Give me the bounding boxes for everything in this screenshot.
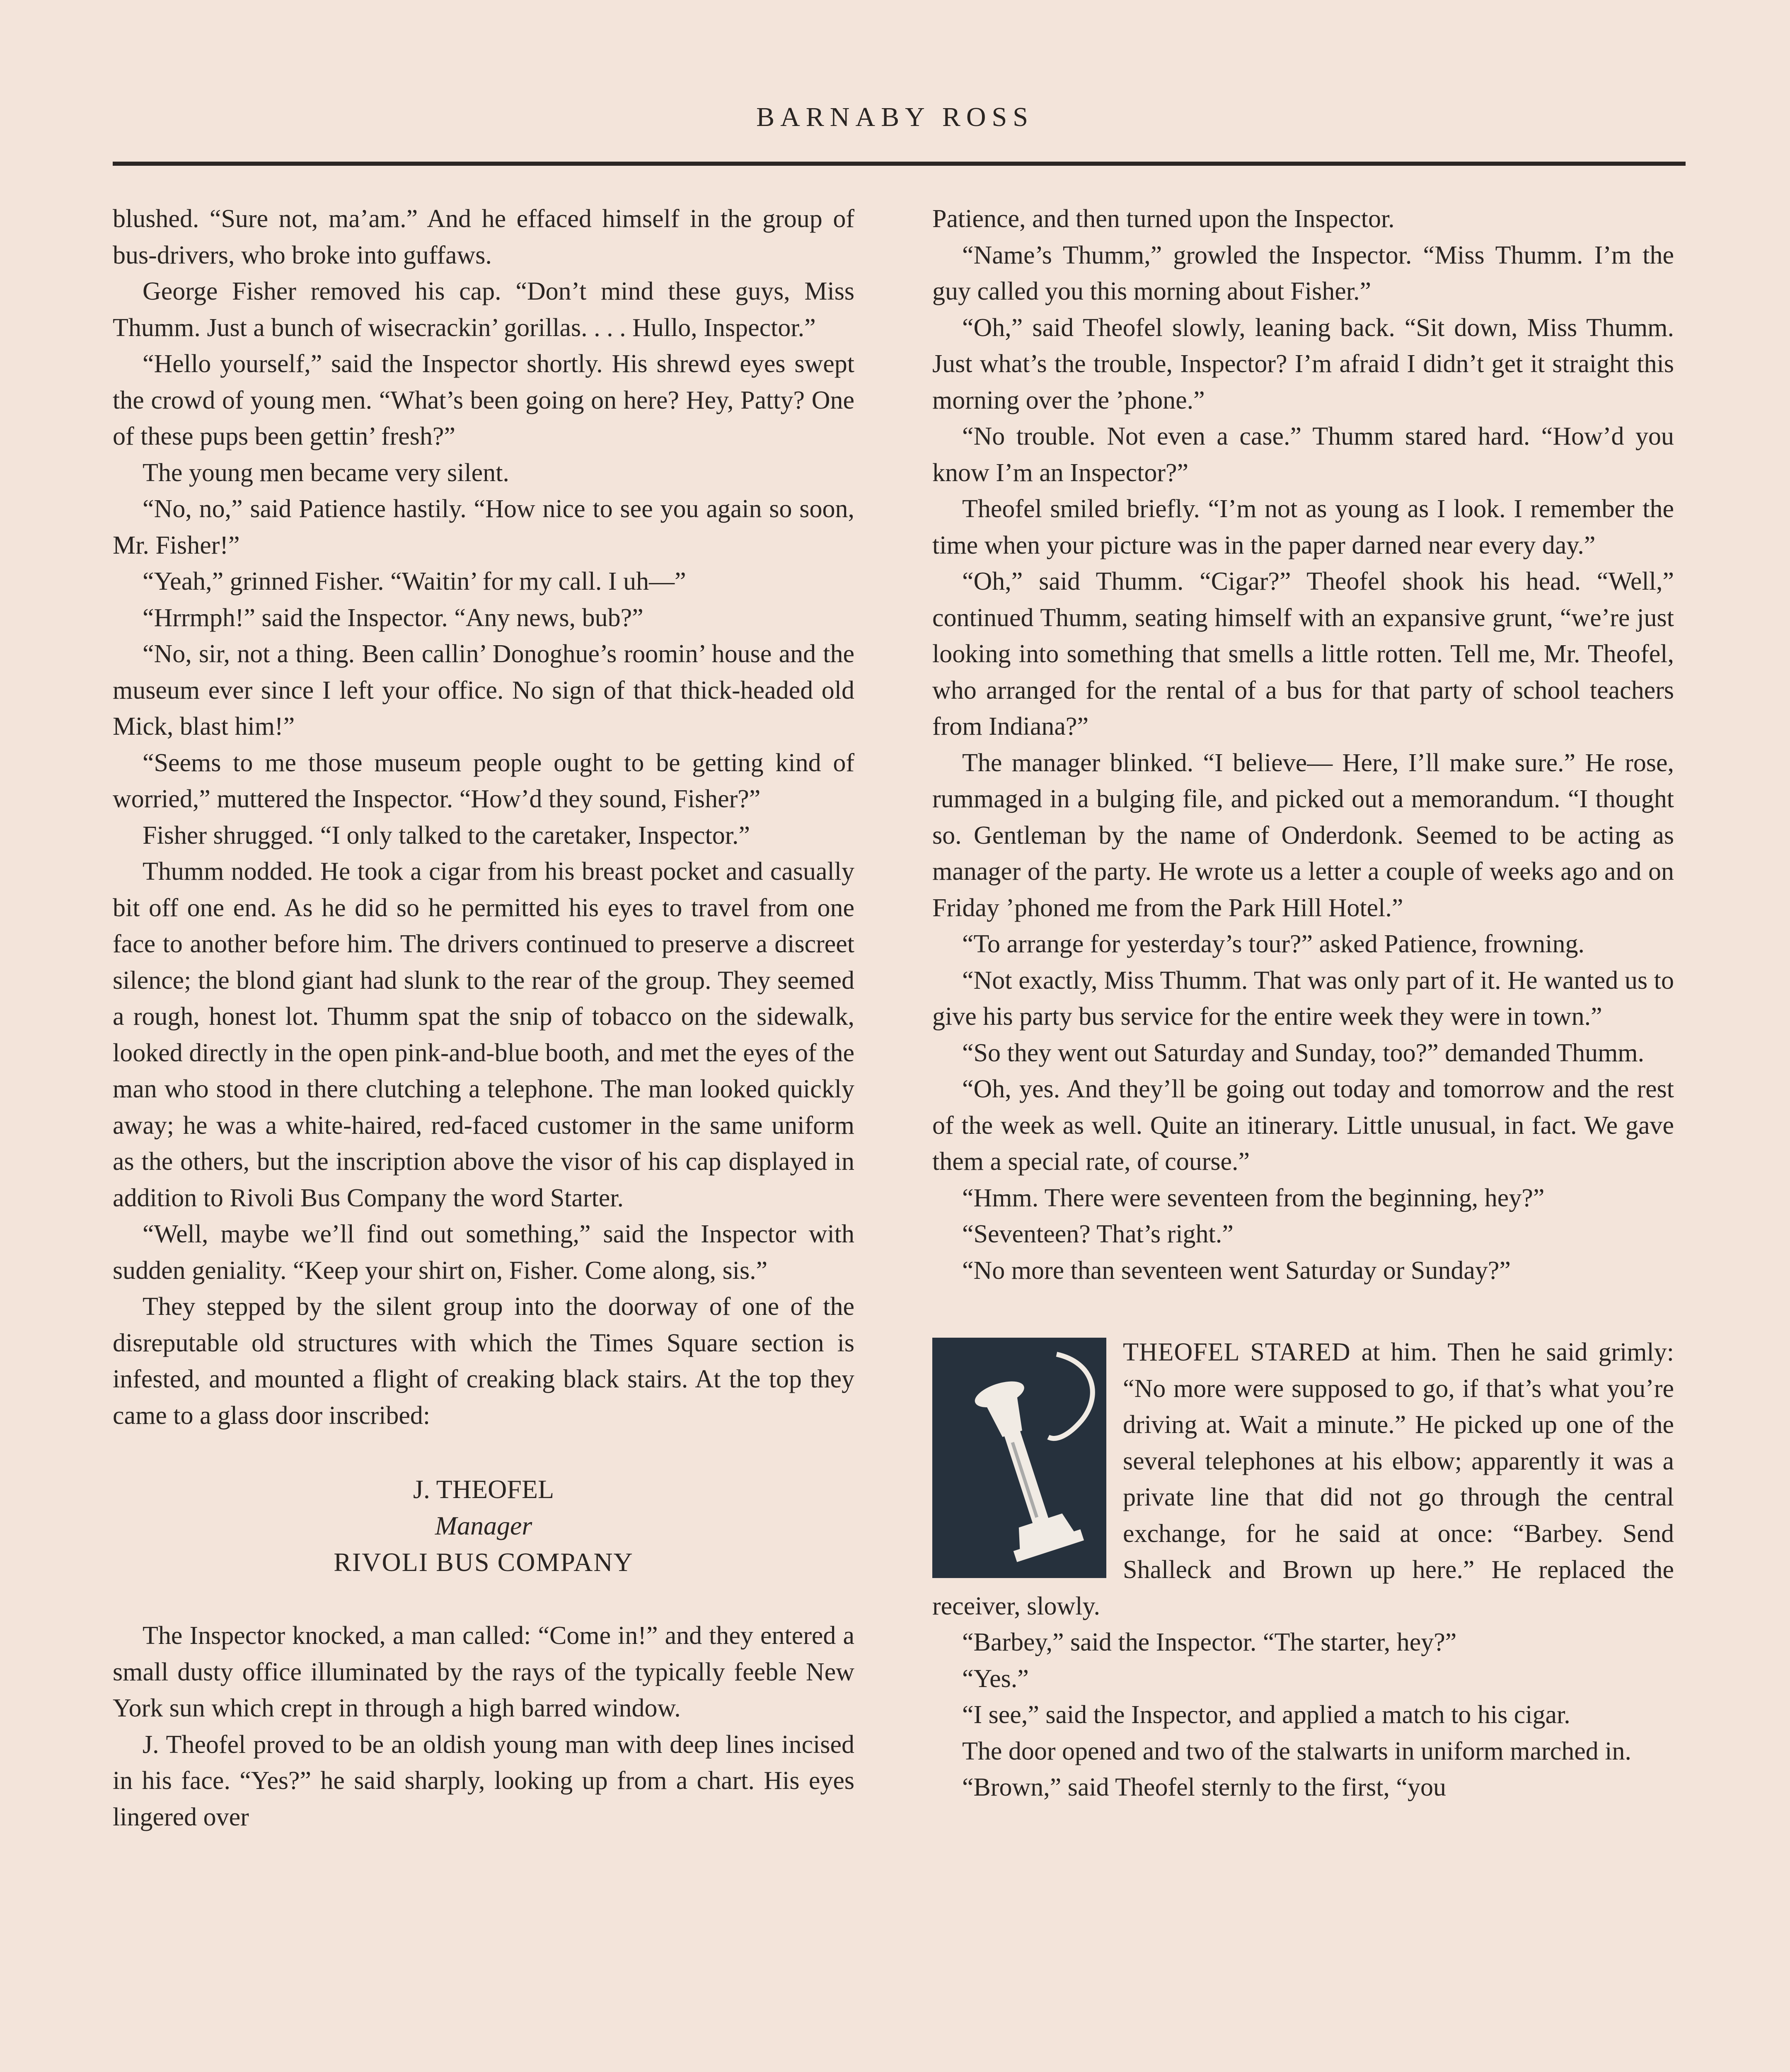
door-inscription	[113, 1471, 854, 1581]
paragraph: “Yeah,” grinned Fisher. “Waitin’ for my call. I uh—”	[143, 567, 686, 595]
paragraph: blushed. “Sure not, ma’am.” And he effaced himself in the group of bus-drivers, who broke into guffaws.	[113, 205, 854, 269]
telephone-icon	[932, 1338, 1106, 1578]
telephone-illustration	[932, 1338, 1106, 1578]
paragraph: George Fisher removed his cap. “Don’t mind these guys, Miss Thumm. Just a bunch of wisecrackin’ gorillas. . . . Hullo, Inspector.”	[113, 277, 854, 342]
paragraph: The Inspector knocked, a man called: “Come in!” and they entered a small dusty office illuminated by the rays of the typically feeble New York sun which crept in through a high barred window.	[113, 1622, 854, 1722]
paragraph: “Seventeen? That’s right.”	[962, 1220, 1234, 1248]
paragraph: “I see,” said the Inspector, and applied a match to his cigar.	[962, 1701, 1570, 1729]
paragraph: The young men became very silent.	[143, 458, 509, 487]
paragraph: “Oh,” said Theofel slowly, leaning back. “Sit down, Miss Thumm. Just what’s the trouble, Inspector? I’m afraid I didn’t get it straight this morning over the ’phone.”	[932, 313, 1674, 414]
paragraph: “Name’s Thumm,” growled the Inspector. “Miss Thumm. I’m the guy called you this morning about Fisher.”	[932, 241, 1674, 305]
sign-company: RIVOLI BUS COMPANY	[334, 1547, 634, 1577]
paragraph: “Hello yourself,” said the Inspector shortly. His shrewd eyes swept the crowd of young men. “What’s been going on here? Hey, Patty? One of these pups been gettin’ fresh?”	[113, 350, 854, 450]
paragraph: Fisher shrugged. “I only talked to the caretaker, Inspector.”	[143, 821, 750, 850]
section-lead-text: THEOFEL STARED	[1123, 1338, 1351, 1366]
paragraph: The manager blinked. “I believe— Here, I’ll make sure.” He rose, rummaged in a bulging file, and picked out a memorandum. “I thought so. Gentleman by the name of Onderdonk. Seemed to be acting as manager of the party. He wrote us a letter a couple of weeks ago and on Friday ’phoned me from the Park Hill Hotel.”	[932, 748, 1674, 922]
paragraph: “No, no,” said Patience hastily. “How nice to see you again so soon, Mr. Fisher!”	[113, 495, 854, 559]
paragraph: Theofel smiled briefly. “I’m not as young as I look. I remember the time when your picture was in the paper darned near every day.”	[932, 495, 1674, 559]
paragraph: Thumm nodded. He took a cigar from his breast pocket and casually bit off one end. As he did so he permitted his eyes to travel from one face to another before him. The drivers continued to preserve a discreet silence; the blond giant had slunk to the rear of the group. They seemed a rough, honest lot. Thumm spat the snip of tobacco on the sidewalk, looked directly in the open pink-and-blue booth, and met the eyes of the man who stood in there clutching a telephone. The man looked quickly away; he was a white-haired, red-faced customer in the same uniform as the others, but the inscription above the visor of his cap displayed in addition to Rivoli Bus Company the word Starter.	[113, 857, 854, 1212]
paragraph: “So they went out Saturday and Sunday, too?” demanded Thumm.	[962, 1038, 1645, 1067]
section-opening-paragraph	[932, 1334, 1674, 1624]
paragraph: “Hrrmph!” said the Inspector. “Any news, bub?”	[143, 603, 643, 632]
paragraph: “Hmm. There were seventeen from the beginning, hey?”	[962, 1184, 1545, 1212]
paragraph: “No, sir, not a thing. Been callin’ Donoghue’s roomin’ house and the museum ever since I left your office. No sign of that thick-headed old Mick, blast him!”	[113, 640, 854, 741]
paragraph: They stepped by the silent group into the doorway of one of the disreputable old structures with which the Times Square section is infested, and mounted a flight of creaking black stairs. At the top they came to a glass door inscribed:	[113, 1293, 854, 1430]
sign-name: J. THEOFEL	[413, 1474, 554, 1504]
right-column	[932, 201, 1674, 1806]
paragraph: Patience, and then turned upon the Inspector.	[932, 205, 1395, 233]
paragraph: “Yes.”	[962, 1664, 1029, 1693]
paragraph: “Well, maybe we’ll find out something,” said the Inspector with sudden geniality. “Keep your shirt on, Fisher. Come along, sis.”	[113, 1220, 854, 1285]
paragraph: J. Theofel proved to be an oldish young man with deep lines incised in his face. “Yes?” he said sharply, looking up from a chart. His eyes lingered over	[113, 1730, 854, 1831]
paragraph: “To arrange for yesterday’s tour?” asked Patience, frowning.	[962, 930, 1584, 958]
paragraph: The door opened and two of the stalwarts in uniform marched in.	[962, 1737, 1631, 1765]
paragraph: “No trouble. Not even a case.” Thumm stared hard. “How’d you know I’m an Inspector?”	[932, 422, 1674, 487]
page-header: BARNABY ROSS	[756, 102, 1034, 132]
header-rule	[113, 162, 1686, 166]
paragraph: “Seems to me those museum people ought to be getting kind of worried,” muttered the Inspector. “How’d they sound, Fisher?”	[113, 748, 854, 813]
section-body-text: at him. Then he said grimly: “No more were supposed to go, if that’s what you’re driving at. Wait a minute.” He picked up one of the several telephones at his elbow; apparently it was a private line that did not go through the central exchange, for he said at once: “Barbey. Send Shalleck and Brown up here.” He replaced the receiver, slowly.	[932, 1338, 1674, 1620]
left-column	[113, 201, 854, 1835]
paragraph: “Not exactly, Miss Thumm. That was only part of it. He wanted us to give his party bus service for the entire week they were in town.”	[932, 966, 1674, 1031]
paragraph: “Oh,” said Thumm. “Cigar?” Theofel shook his head. “Well,” continued Thumm, seating himself with an expansive grunt, “we’re just looking into something that smells a little rotten. Tell me, Mr. Theofel, who arranged for the rental of a bus for that party of school teachers from Indiana?”	[932, 567, 1674, 741]
sign-title: Manager	[435, 1511, 532, 1540]
paragraph: “Barbey,” said the Inspector. “The starter, hey?”	[962, 1628, 1457, 1656]
paragraph: “Brown,” said Theofel sternly to the first, “you	[962, 1773, 1446, 1801]
paragraph: “Oh, yes. And they’ll be going out today and tomorrow and the rest of the week as well. Quite an itinerary. Little unusual, in fact. We gave them a special rate, of course.”	[932, 1075, 1674, 1176]
paragraph: “No more than seventeen went Saturday or Sunday?”	[962, 1256, 1511, 1285]
